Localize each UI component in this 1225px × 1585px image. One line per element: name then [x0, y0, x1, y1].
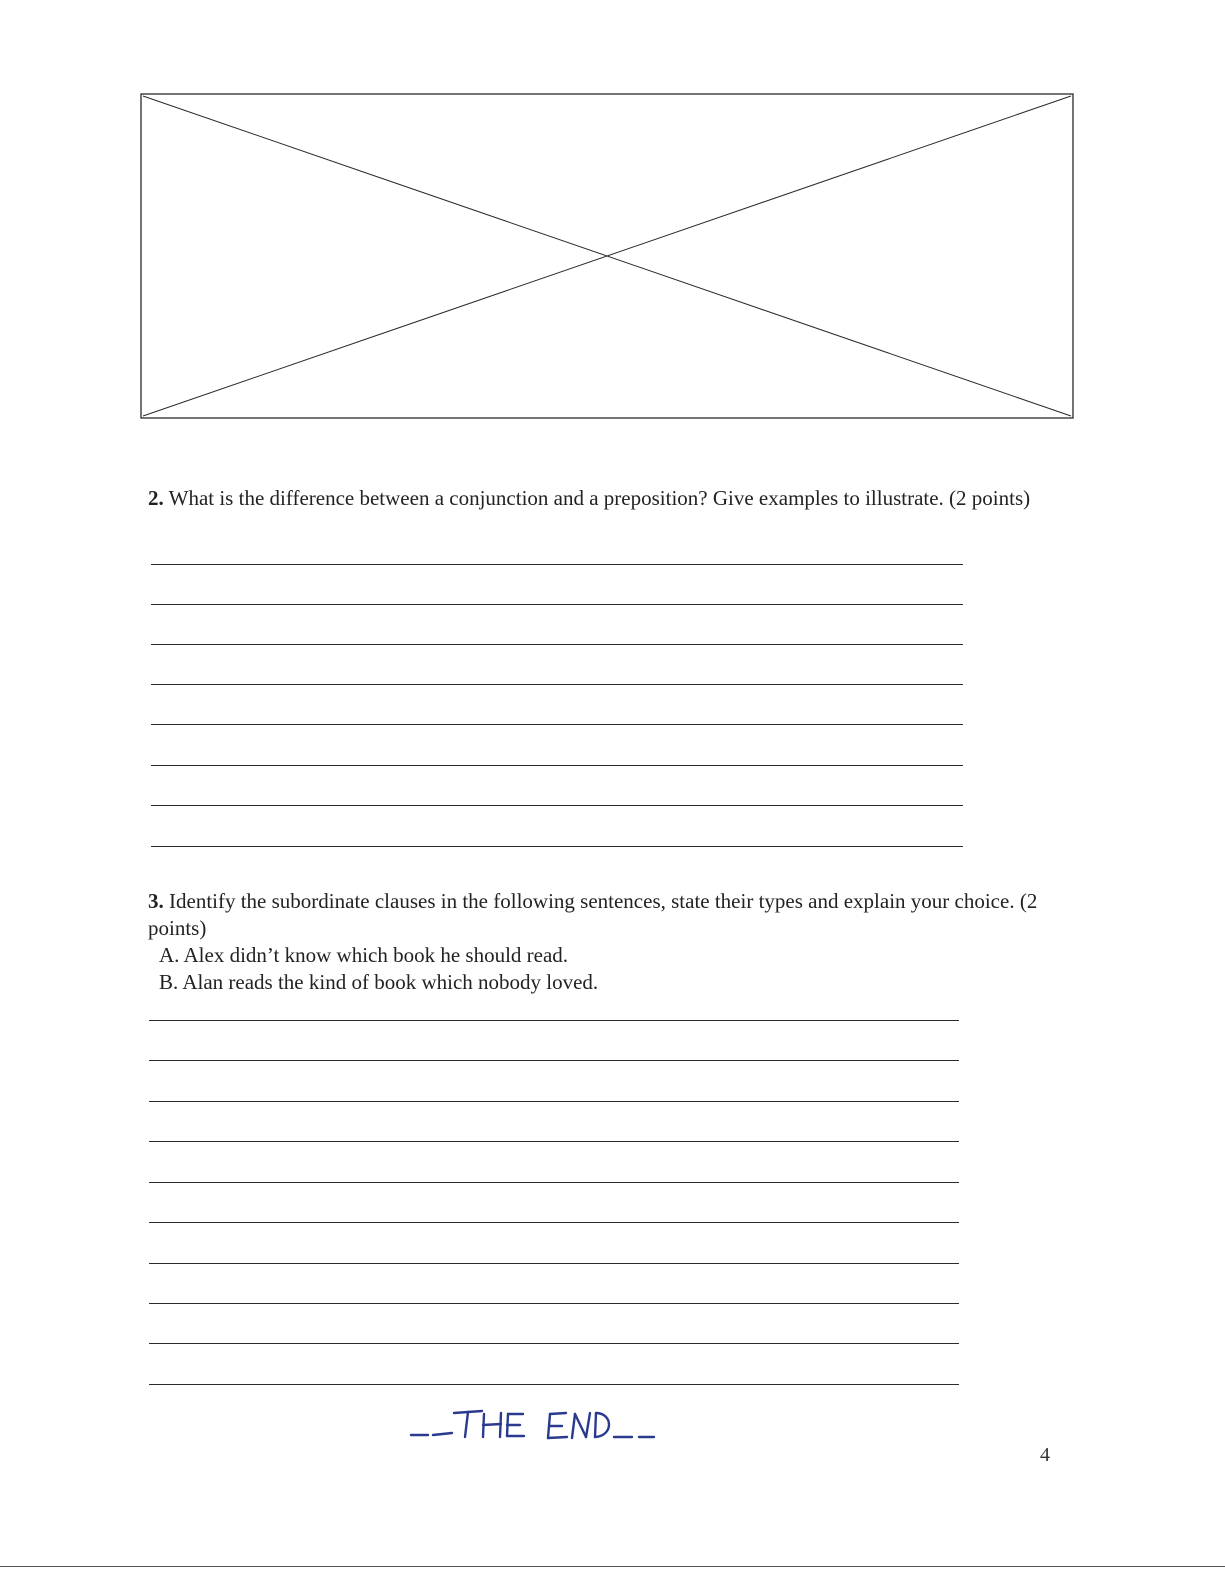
answer-line[interactable]: [151, 846, 963, 847]
answer-line[interactable]: [149, 1222, 959, 1223]
answer-line[interactable]: [149, 1182, 959, 1183]
question-2: [148, 485, 1068, 512]
answer-line[interactable]: [149, 1060, 959, 1061]
question-3: [148, 888, 1068, 996]
answer-line[interactable]: [149, 1020, 959, 1021]
question-2-number: 2.: [148, 486, 164, 510]
bottom-divider: [0, 1566, 1225, 1567]
answer-line[interactable]: [149, 1141, 959, 1142]
answer-line[interactable]: [151, 805, 963, 806]
answer-line[interactable]: [151, 604, 963, 605]
answer-line[interactable]: [149, 1263, 959, 1264]
sentence-a: A. Alex didn’t know which book he should read.: [159, 943, 569, 967]
answer-line[interactable]: [151, 644, 963, 645]
answer-line[interactable]: [149, 1343, 959, 1344]
handwritten-the-end: [408, 1400, 668, 1460]
page-number: 4: [1040, 1444, 1050, 1466]
question-3-number: 3.: [148, 889, 164, 913]
answer-line[interactable]: [149, 1384, 959, 1385]
question-3-text: Identify the subordinate clauses in the following sentences, state their types and explain your choice. (2 points): [148, 889, 1038, 940]
answer-line[interactable]: [151, 684, 963, 685]
answer-line[interactable]: [151, 564, 963, 565]
sentence-b: B. Alan reads the kind of book which nobody loved.: [159, 970, 599, 994]
answer-line[interactable]: [151, 765, 963, 766]
image-placeholder-box: [140, 92, 1075, 420]
answer-line[interactable]: [149, 1101, 959, 1102]
answer-line[interactable]: [149, 1303, 959, 1304]
answer-line[interactable]: [151, 724, 963, 725]
question-2-text: What is the difference between a conjunction and a preposition? Give examples to illustrate. (2 points): [163, 486, 1031, 510]
